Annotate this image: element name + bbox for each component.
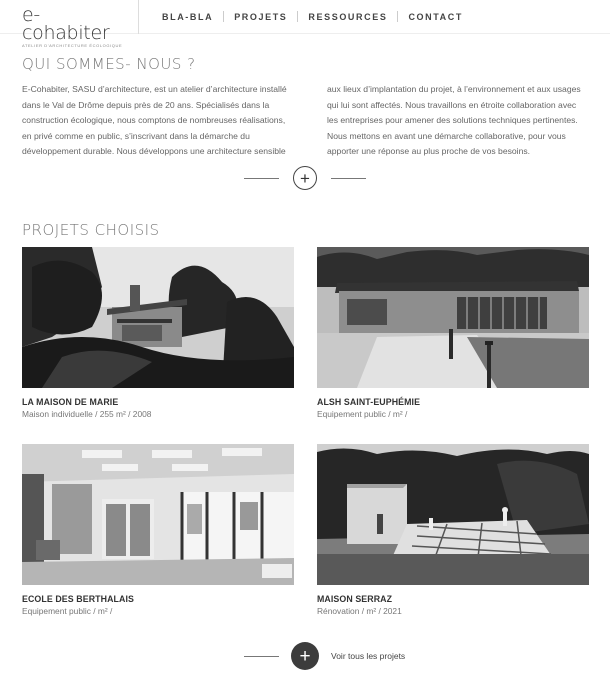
project-details: Maison individuelle / 255 m² / 2008 [22, 409, 152, 419]
divider-line-left [244, 656, 279, 657]
project-card[interactable] [317, 247, 589, 419]
projects-title: PROJETS CHOISIS [22, 221, 160, 239]
see-all-projects-link[interactable]: Voir tous les projets [331, 651, 406, 661]
site-header [0, 0, 610, 48]
logo-wordmark: e-cohabiter [22, 4, 110, 44]
plus-icon: + [300, 168, 310, 188]
project-details: Rénovation / m² / 2021 [317, 606, 402, 616]
project-card[interactable] [317, 444, 589, 616]
about-text-col-1: E-Cohabiter, SASU d’architecture, est un atelier d’architecture installé dans le Val de Drôme depuis près de 20 ans. Spécialisés dans la construction écologique, nous comptons de nombreuses réalisations, en privé comme en public, s’inscrivant dans la démarche du développement durable. Nous développons une architecture sensible [22, 84, 287, 157]
nav-item-bla-bla[interactable]: BLA-BLA [162, 11, 214, 22]
about-title: QUI SOMMES- NOUS ? [22, 55, 196, 73]
about-text-col-2: aux lieux d’implantation du projet, à l’environnement et aux usages qui lui sont affectés. Nous travaillons en étroite collaboration avec les entreprises pour amener des solutions techniques pertinentes. Nous mettons en avant une démarche collaborative, pour vous apporter une réponse au plus proche de vos besoins. [327, 84, 581, 157]
nav-item-ressources[interactable]: RESSOURCES [308, 11, 388, 22]
project-name: LA MAISON DE MARIE [22, 397, 119, 407]
divider-line-left [244, 178, 279, 179]
main-nav [150, 11, 473, 22]
construction-site-photo[interactable] [317, 444, 589, 585]
header-separator [138, 0, 139, 34]
nav-item-contact[interactable]: CONTACT [408, 11, 463, 22]
project-details: Equipement public / m² / [22, 606, 113, 616]
read-more-button[interactable] [293, 166, 317, 190]
divider-line-right [331, 178, 366, 179]
project-name: ALSH SAINT-EUPHÉMIE [317, 397, 421, 407]
project-card[interactable] [22, 444, 294, 616]
plus-icon: + [299, 645, 311, 667]
project-card[interactable] [22, 247, 294, 419]
project-name: MAISON SERRAZ [317, 594, 393, 604]
public-building-photo[interactable] [317, 247, 589, 388]
nav-item-projets[interactable]: PROJETS [234, 11, 288, 22]
house-trees-photo[interactable] [22, 247, 294, 388]
logo-tagline: ATELIER D'ARCHITECTURE ÉCOLOGIQUE [22, 43, 123, 48]
project-name: ECOLE DES BERTHALAIS [22, 594, 134, 604]
site-logo[interactable] [22, 6, 122, 48]
classroom-interior-photo[interactable] [22, 444, 294, 585]
see-all-projects-button[interactable] [291, 642, 319, 670]
project-details: Equipement public / m² / [317, 409, 408, 419]
